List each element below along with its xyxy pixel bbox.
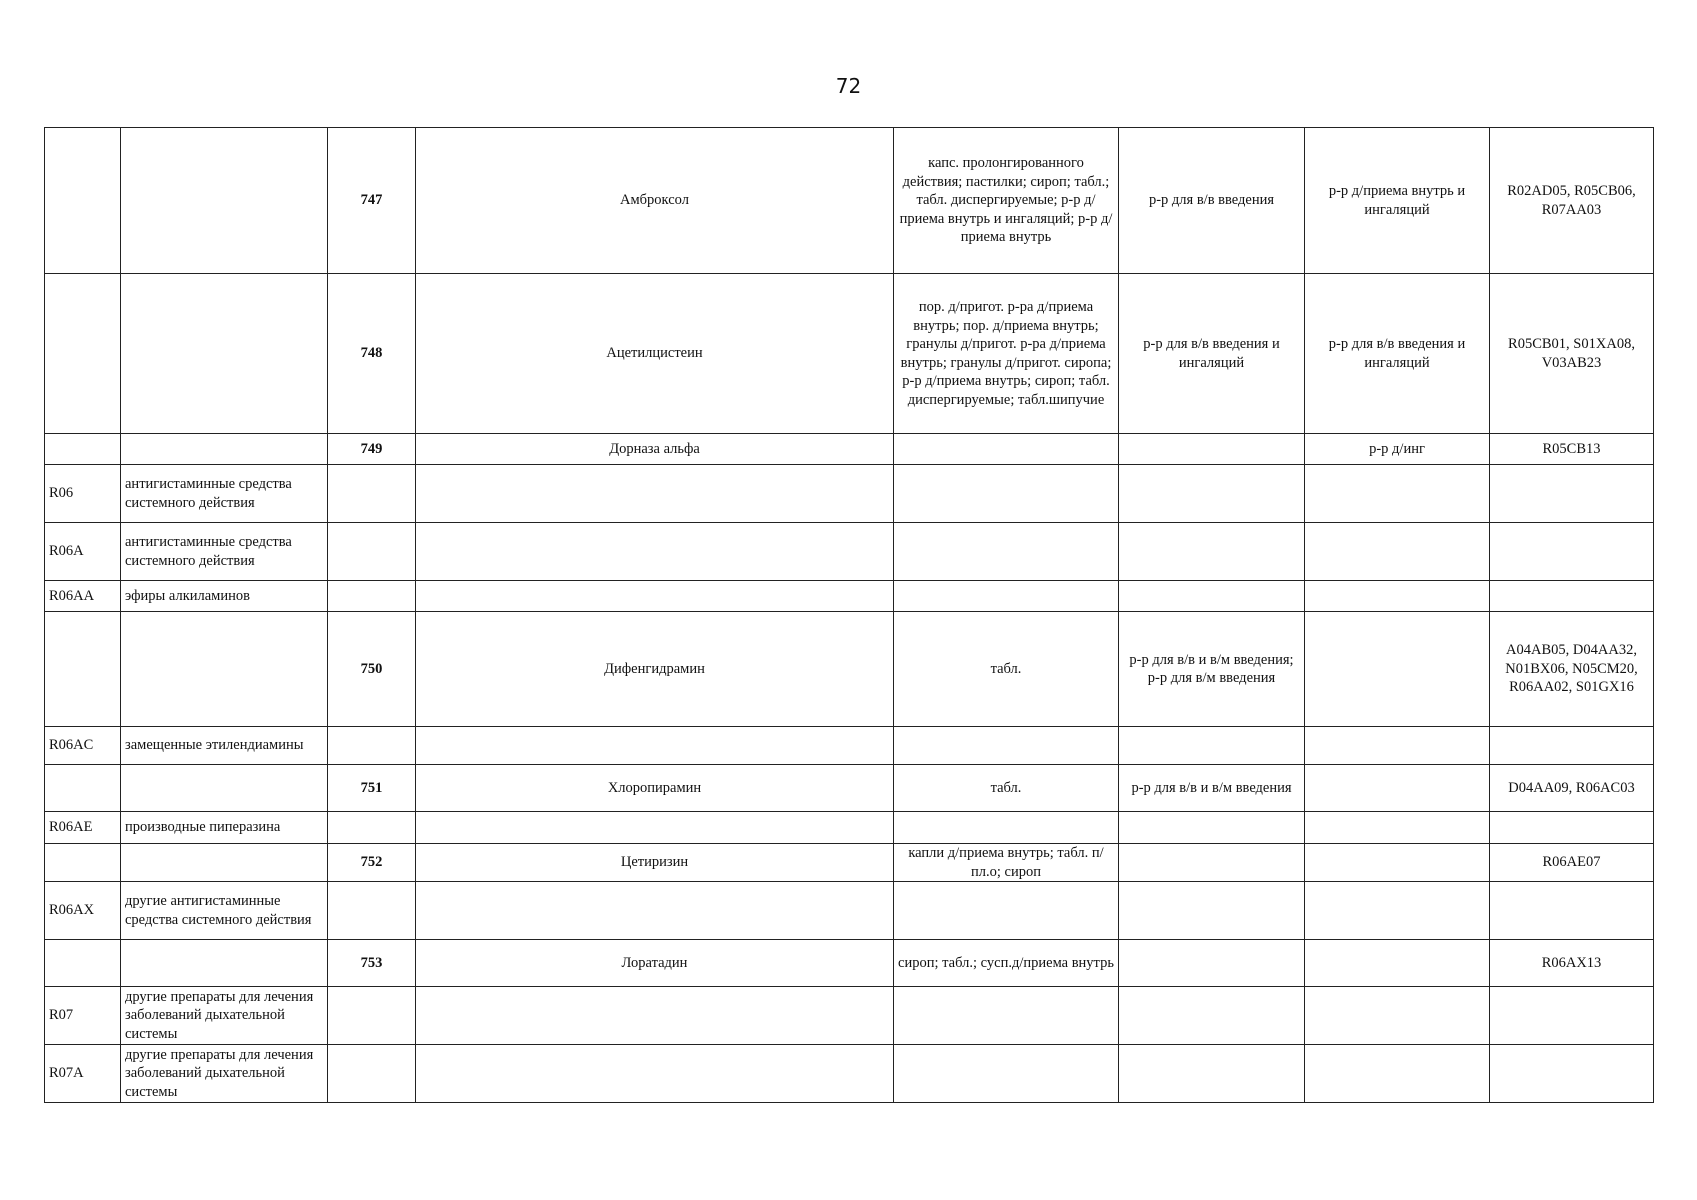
injection-forms (1119, 987, 1305, 1045)
atc-group-name (121, 128, 328, 274)
item-number (328, 812, 416, 844)
atc-codes (1490, 812, 1654, 844)
atc-group-name (121, 844, 328, 882)
injection-forms: р-р для в/в введения (1119, 128, 1305, 274)
dosage-forms (894, 812, 1119, 844)
other-forms (1305, 581, 1490, 612)
item-number (328, 465, 416, 523)
drug-name: Дифенгидрамин (416, 612, 894, 727)
item-number: 748 (328, 274, 416, 434)
injection-forms: р-р для в/в введения и ингаляций (1119, 274, 1305, 434)
dosage-forms (894, 727, 1119, 765)
table-row (45, 765, 1654, 812)
atc-group-code (45, 274, 121, 434)
dosage-forms: пор. д/пригот. р-ра д/приема внутрь; пор. д/приема внутрь; гранулы д/пригот. р-ра д/приема внутрь; гранулы д/пригот. сиропа; р-р д/приема внутрь; сироп; табл. диспергируемые; табл.шипучие (894, 274, 1119, 434)
atc-codes (1490, 523, 1654, 581)
atc-codes: R02AD05, R05CB06, R07AA03 (1490, 128, 1654, 274)
atc-codes: R06AE07 (1490, 844, 1654, 882)
dosage-forms: капс. пролонгированного действия; пастилки; сироп; табл.; табл. диспергируемые; р-р д/приема внутрь и ингаляций; р-р д/приема внутрь (894, 128, 1119, 274)
atc-group-code: R06AX (45, 882, 121, 940)
table-row (45, 987, 1654, 1045)
atc-group-code (45, 434, 121, 465)
injection-forms: р-р для в/в и в/м введения; р-р для в/м введения (1119, 612, 1305, 727)
item-number: 750 (328, 612, 416, 727)
atc-codes (1490, 882, 1654, 940)
drug-table (44, 127, 1654, 1103)
dosage-forms (894, 581, 1119, 612)
atc-group-name: производные пиперазина (121, 812, 328, 844)
atc-group-code (45, 940, 121, 987)
atc-group-name: другие антигистаминные средства системного действия (121, 882, 328, 940)
injection-forms (1119, 1045, 1305, 1103)
dosage-forms (894, 987, 1119, 1045)
injection-forms (1119, 882, 1305, 940)
dosage-forms (894, 1045, 1119, 1103)
atc-group-name (121, 434, 328, 465)
other-forms (1305, 882, 1490, 940)
other-forms (1305, 727, 1490, 765)
table-row (45, 940, 1654, 987)
dosage-forms (894, 465, 1119, 523)
atc-group-name: эфиры алкиламинов (121, 581, 328, 612)
item-number (328, 523, 416, 581)
injection-forms: р-р для в/в и в/м введения (1119, 765, 1305, 812)
drug-name (416, 812, 894, 844)
table-row (45, 581, 1654, 612)
item-number: 747 (328, 128, 416, 274)
other-forms (1305, 765, 1490, 812)
atc-codes (1490, 1045, 1654, 1103)
item-number (328, 1045, 416, 1103)
item-number (328, 727, 416, 765)
atc-group-code (45, 844, 121, 882)
drug-name (416, 987, 894, 1045)
atc-codes (1490, 727, 1654, 765)
table-row (45, 727, 1654, 765)
injection-forms (1119, 940, 1305, 987)
other-forms (1305, 1045, 1490, 1103)
injection-forms (1119, 727, 1305, 765)
atc-group-name: антигистаминные средства системного действия (121, 523, 328, 581)
drug-name: Ацетилцистеин (416, 274, 894, 434)
dosage-forms: капли д/приема внутрь; табл. п/пл.о; сироп (894, 844, 1119, 882)
atc-group-name (121, 274, 328, 434)
other-forms: р-р д/приема внутрь и ингаляций (1305, 128, 1490, 274)
dosage-forms: сироп; табл.; сусп.д/приема внутрь (894, 940, 1119, 987)
atc-group-code: R06AA (45, 581, 121, 612)
atc-codes (1490, 987, 1654, 1045)
item-number (328, 987, 416, 1045)
table-row (45, 1045, 1654, 1103)
atc-group-code (45, 128, 121, 274)
atc-codes: A04AB05, D04AA32, N01BX06, N05CM20, R06AA02, S01GX16 (1490, 612, 1654, 727)
other-forms (1305, 523, 1490, 581)
drug-name (416, 465, 894, 523)
dosage-forms (894, 523, 1119, 581)
atc-group-name (121, 940, 328, 987)
atc-group-code: R06AC (45, 727, 121, 765)
other-forms (1305, 987, 1490, 1045)
atc-group-name: другие препараты для лечения заболеваний дыхательной системы (121, 1045, 328, 1103)
injection-forms (1119, 812, 1305, 844)
item-number: 753 (328, 940, 416, 987)
table-row (45, 274, 1654, 434)
table-row (45, 882, 1654, 940)
injection-forms (1119, 523, 1305, 581)
dosage-forms: табл. (894, 612, 1119, 727)
atc-codes: R06AX13 (1490, 940, 1654, 987)
item-number (328, 581, 416, 612)
injection-forms (1119, 465, 1305, 523)
item-number: 752 (328, 844, 416, 882)
atc-group-code: R07 (45, 987, 121, 1045)
other-forms (1305, 940, 1490, 987)
atc-group-code: R07A (45, 1045, 121, 1103)
table-row (45, 465, 1654, 523)
atc-group-code (45, 612, 121, 727)
drug-name (416, 523, 894, 581)
drug-name (416, 581, 894, 612)
other-forms (1305, 465, 1490, 523)
other-forms (1305, 612, 1490, 727)
atc-group-name: замещенные этилендиамины (121, 727, 328, 765)
drug-name: Цетиризин (416, 844, 894, 882)
table-row (45, 612, 1654, 727)
table-row (45, 844, 1654, 882)
drug-name: Амброксол (416, 128, 894, 274)
atc-group-code: R06 (45, 465, 121, 523)
table-row (45, 434, 1654, 465)
atc-group-name: другие препараты для лечения заболеваний дыхательной системы (121, 987, 328, 1045)
injection-forms (1119, 434, 1305, 465)
drug-name (416, 882, 894, 940)
atc-codes: D04AA09, R06AC03 (1490, 765, 1654, 812)
dosage-forms (894, 882, 1119, 940)
drug-name: Лоратадин (416, 940, 894, 987)
drug-name: Хлоропирамин (416, 765, 894, 812)
table-row (45, 128, 1654, 274)
atc-codes (1490, 465, 1654, 523)
atc-group-code (45, 765, 121, 812)
atc-group-name (121, 765, 328, 812)
item-number: 749 (328, 434, 416, 465)
item-number: 751 (328, 765, 416, 812)
injection-forms (1119, 581, 1305, 612)
atc-group-code: R06AE (45, 812, 121, 844)
drug-name: Дорназа альфа (416, 434, 894, 465)
other-forms (1305, 812, 1490, 844)
atc-codes: R05CB01, S01XA08, V03AB23 (1490, 274, 1654, 434)
other-forms: р-р для в/в введения и ингаляций (1305, 274, 1490, 434)
dosage-forms (894, 434, 1119, 465)
injection-forms (1119, 844, 1305, 882)
dosage-forms: табл. (894, 765, 1119, 812)
atc-group-name (121, 612, 328, 727)
table-row (45, 523, 1654, 581)
drug-name (416, 727, 894, 765)
table-row (45, 812, 1654, 844)
atc-codes (1490, 581, 1654, 612)
item-number (328, 882, 416, 940)
drug-name (416, 1045, 894, 1103)
other-forms: р-р д/инг (1305, 434, 1490, 465)
page-number: 72 (835, 74, 862, 98)
atc-group-name: антигистаминные средства системного действия (121, 465, 328, 523)
atc-codes: R05CB13 (1490, 434, 1654, 465)
other-forms (1305, 844, 1490, 882)
atc-group-code: R06A (45, 523, 121, 581)
